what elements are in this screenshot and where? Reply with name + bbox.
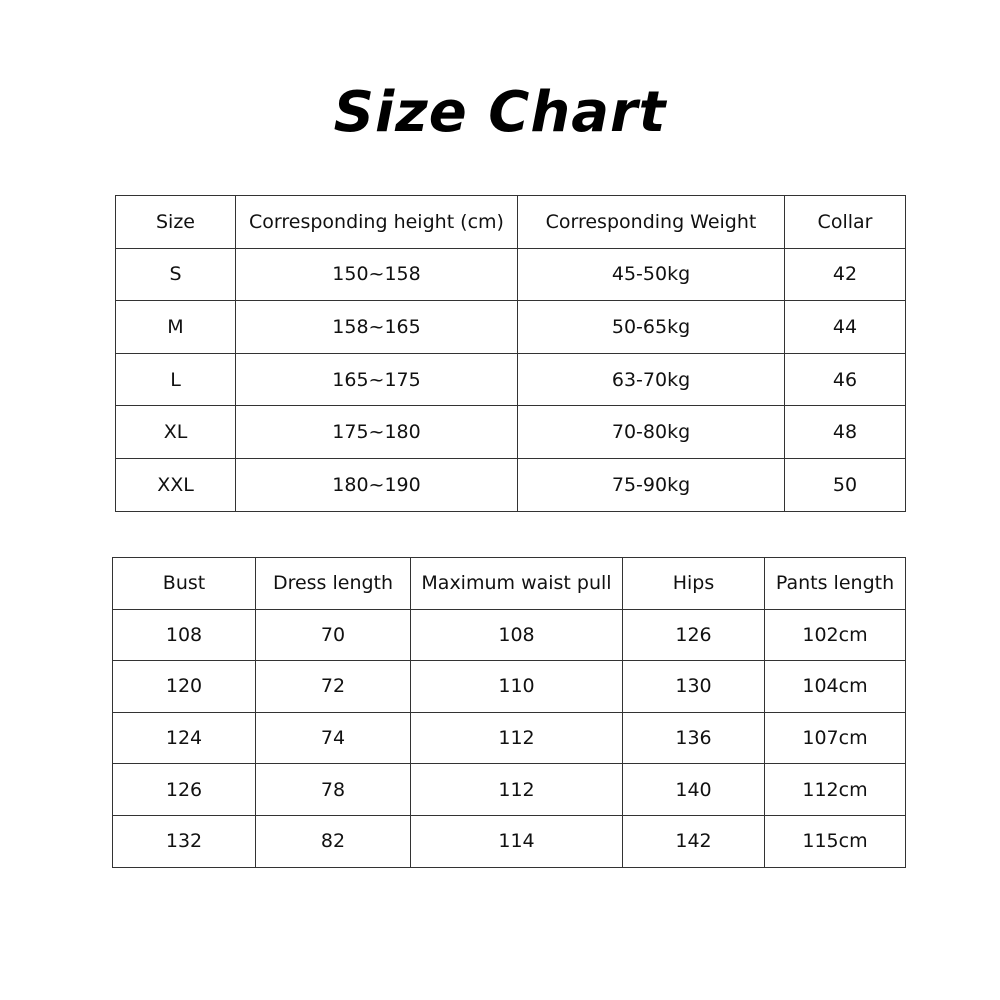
table-cell: 108 (411, 609, 623, 661)
table-cell: M (116, 301, 236, 354)
table-cell: 126 (113, 764, 256, 816)
table-cell: 165~175 (236, 353, 518, 406)
table-cell: 50 (785, 458, 906, 511)
table-cell: 132 (113, 815, 256, 867)
table-cell: 82 (256, 815, 411, 867)
table-cell: 75-90kg (518, 458, 785, 511)
table-cell: 142 (623, 815, 765, 867)
table-cell: 46 (785, 353, 906, 406)
table-cell: 112 (411, 712, 623, 764)
table-header-row (116, 196, 906, 249)
table-cell: 136 (623, 712, 765, 764)
table-row (116, 353, 906, 406)
table-row (116, 458, 906, 511)
column-header: Bust (113, 558, 256, 610)
table-cell: 110 (411, 661, 623, 713)
table-cell: 45-50kg (518, 248, 785, 301)
table-cell: 114 (411, 815, 623, 867)
column-header: Collar (785, 196, 906, 249)
table-cell: 126 (623, 609, 765, 661)
size-height-weight-table (115, 195, 906, 512)
table-row (116, 406, 906, 459)
table-cell: 63-70kg (518, 353, 785, 406)
measurements-table (112, 557, 906, 868)
column-header: Pants length (765, 558, 906, 610)
table-cell: 50-65kg (518, 301, 785, 354)
table-cell: 70-80kg (518, 406, 785, 459)
table-cell: 108 (113, 609, 256, 661)
table-cell: 74 (256, 712, 411, 764)
table-cell: 112cm (765, 764, 906, 816)
column-header: Dress length (256, 558, 411, 610)
table-cell: 158~165 (236, 301, 518, 354)
table-cell: 150~158 (236, 248, 518, 301)
page-title: Size Chart (333, 80, 667, 145)
table-cell: 78 (256, 764, 411, 816)
table-cell: 115cm (765, 815, 906, 867)
table-cell: 175~180 (236, 406, 518, 459)
table-cell: 112 (411, 764, 623, 816)
table-row (116, 301, 906, 354)
table-header-row (113, 558, 906, 610)
table-row (113, 712, 906, 764)
table-row (113, 609, 906, 661)
table-cell: 42 (785, 248, 906, 301)
table-cell: XL (116, 406, 236, 459)
table-cell: XXL (116, 458, 236, 511)
table-cell: 180~190 (236, 458, 518, 511)
column-header: Size (116, 196, 236, 249)
table-cell: 72 (256, 661, 411, 713)
table-row (113, 764, 906, 816)
table-row (116, 248, 906, 301)
column-header: Corresponding height (cm) (236, 196, 518, 249)
table-cell: 130 (623, 661, 765, 713)
table-cell: 120 (113, 661, 256, 713)
table-cell: L (116, 353, 236, 406)
table-cell: 124 (113, 712, 256, 764)
table-row (113, 661, 906, 713)
table-cell: 70 (256, 609, 411, 661)
table-row (113, 815, 906, 867)
table-cell: 107cm (765, 712, 906, 764)
column-header: Hips (623, 558, 765, 610)
table-cell: 140 (623, 764, 765, 816)
table-cell: 48 (785, 406, 906, 459)
table-cell: 102cm (765, 609, 906, 661)
column-header: Maximum waist pull (411, 558, 623, 610)
table-cell: S (116, 248, 236, 301)
column-header: Corresponding Weight (518, 196, 785, 249)
table-cell: 44 (785, 301, 906, 354)
table-cell: 104cm (765, 661, 906, 713)
